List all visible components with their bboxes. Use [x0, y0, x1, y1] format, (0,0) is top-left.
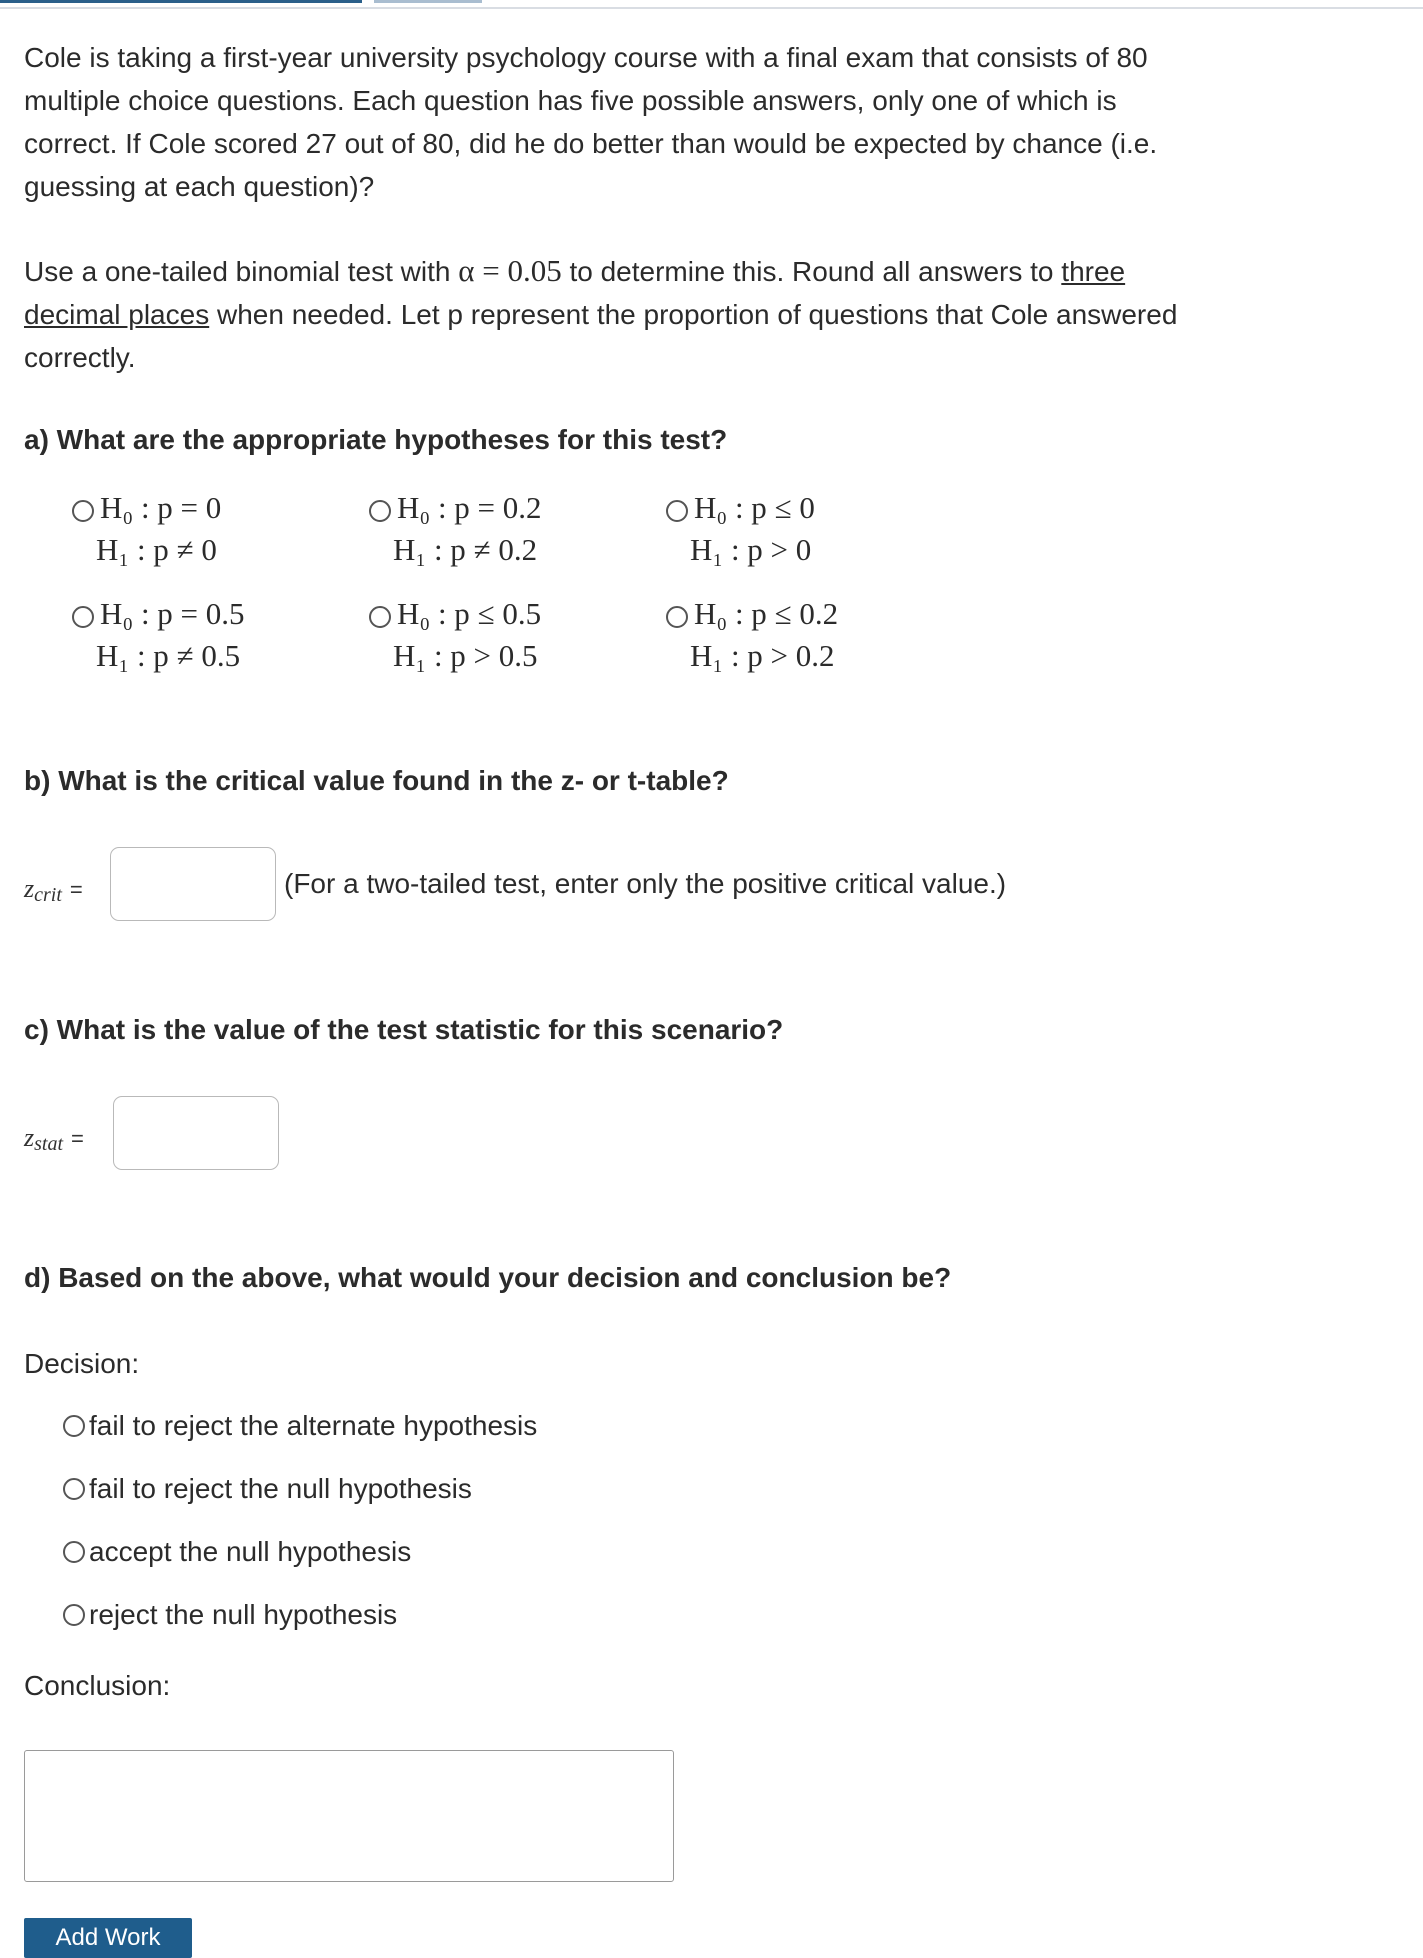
top-tab-indicator-secondary [374, 0, 482, 3]
null-hypothesis: H₀ : p = 0.2 [397, 490, 542, 525]
null-hypothesis: H₀ : p = 0.5 [100, 596, 245, 631]
add-work-button[interactable]: Add Work [24, 1918, 192, 1958]
decision-option-3[interactable] [63, 1536, 411, 1576]
alternate-hypothesis: H₁ : p ≠ 0 [96, 532, 217, 567]
conclusion-label: Conclusion: [24, 1670, 171, 1701]
z-stat-label: $z_{stat}$ = [24, 1123, 84, 1155]
decision-label: Decision: [24, 1348, 140, 1379]
radio-button[interactable] [369, 606, 391, 628]
hypothesis-option-4[interactable] [72, 596, 362, 680]
z-stat-input[interactable] [113, 1096, 279, 1170]
decision-option-label: fail to reject the alternate hypothesis [89, 1410, 538, 1441]
question-c-heading: c) What is the value of the test statistic for this scenario? [24, 1014, 784, 1045]
decision-option-1[interactable] [63, 1410, 537, 1450]
radio-button[interactable] [63, 1541, 85, 1563]
decision-option-4[interactable] [63, 1599, 397, 1639]
radio-button[interactable] [72, 500, 94, 522]
alternate-hypothesis: H₁ : p > 0.5 [393, 638, 538, 673]
problem-statement [24, 36, 1184, 208]
radio-button[interactable] [666, 500, 688, 522]
hypothesis-option-5[interactable] [369, 596, 659, 680]
null-hypothesis: H₀ : p ≤ 0.2 [694, 596, 839, 631]
instructions-text-c: when needed. Let p represent the proportion of questions that Cole answered correctly. [24, 299, 1178, 373]
radio-button[interactable] [666, 606, 688, 628]
radio-button[interactable] [369, 500, 391, 522]
hypothesis-option-2[interactable] [369, 490, 659, 574]
alternate-hypothesis: H₁ : p ≠ 0.2 [393, 532, 538, 567]
problem-instructions [24, 249, 1184, 379]
top-divider [0, 7, 1423, 9]
radio-button[interactable] [63, 1415, 85, 1437]
two-tailed-note: (For a two-tailed test, enter only the positive critical value.) [284, 868, 1007, 899]
alternate-hypothesis: H₁ : p ≠ 0.5 [96, 638, 241, 673]
decision-option-label: accept the null hypothesis [89, 1536, 412, 1567]
hypothesis-option-3[interactable] [666, 490, 956, 574]
top-tab-indicator [0, 0, 362, 3]
z-crit-label: $z_{crit}$ = [24, 874, 83, 906]
alternate-hypothesis: H₁ : p > 0.2 [690, 638, 835, 673]
decision-option-label: reject the null hypothesis [89, 1599, 398, 1630]
problem-intro: Cole is taking a first-year university psychology course with a final exam that consists of 80 multiple choice questions. Each question has five possible answers, only one of which is correct. If Cole scored 27 out of 80, did he do better than would be expected by chance (i.e. guessing at each question)? [24, 42, 1158, 202]
radio-button[interactable] [72, 606, 94, 628]
radio-button[interactable] [63, 1604, 85, 1626]
question-d-heading: d) Based on the above, what would your decision and conclusion be? [24, 1262, 952, 1293]
null-hypothesis: H₀ : p ≤ 0 [694, 490, 815, 525]
question-b-heading: b) What is the critical value found in the z- or t-table? [24, 765, 729, 796]
null-hypothesis: H₀ : p ≤ 0.5 [397, 596, 542, 631]
decimal-places-link[interactable]: three decimal places [24, 256, 1126, 330]
radio-button[interactable] [63, 1478, 85, 1500]
decision-option-label: fail to reject the null hypothesis [89, 1473, 472, 1504]
hypothesis-option-1[interactable] [72, 490, 362, 574]
null-hypothesis: H₀ : p = 0 [100, 490, 222, 525]
instructions-text-a: Use a one-tailed binomial test with [24, 256, 459, 287]
decision-option-2[interactable] [63, 1473, 472, 1513]
alternate-hypothesis: H₁ : p > 0 [690, 532, 812, 567]
alpha-expression: α = 0.05 [458, 253, 562, 288]
question-a-heading: a) What are the appropriate hypotheses for this test? [24, 424, 728, 455]
hypothesis-option-6[interactable] [666, 596, 956, 680]
z-crit-input[interactable] [110, 847, 276, 921]
conclusion-textarea[interactable] [24, 1750, 674, 1882]
instructions-text-b: to determine this. Round all answers to [561, 256, 1062, 287]
